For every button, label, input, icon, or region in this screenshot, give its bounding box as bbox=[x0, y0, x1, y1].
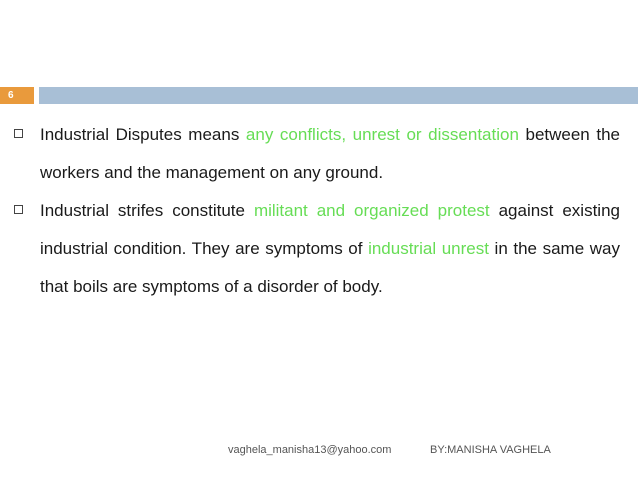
slide-content bbox=[14, 116, 620, 306]
bullet-text-part: against existing industrial condition. They are symptoms of bbox=[40, 201, 620, 258]
slide-number: 6 bbox=[8, 90, 14, 101]
bullet-item bbox=[14, 192, 620, 306]
bullet-text-part: in the same way that boils are symptoms of a disorder of body. bbox=[40, 239, 620, 296]
bullet-text-part: between the workers and the management on any ground. bbox=[40, 125, 620, 182]
bullet-item bbox=[14, 116, 620, 192]
bullet-text-part: Industrial strifes constitute bbox=[40, 201, 254, 220]
square-bullet-icon bbox=[14, 205, 23, 214]
bullet-text-part: Industrial Disputes means bbox=[40, 125, 246, 144]
bullet-text bbox=[40, 125, 620, 182]
highlighted-phrase: any conflicts, unrest or dissentation bbox=[245, 125, 519, 144]
footer-author: BY:MANISHA VAGHELA bbox=[430, 444, 551, 456]
highlighted-phrase: militant and organized protest bbox=[253, 201, 490, 220]
header-bar bbox=[39, 87, 638, 104]
square-bullet-icon bbox=[14, 129, 23, 138]
bullet-text bbox=[40, 201, 620, 296]
footer-email: vaghela_manisha13@yahoo.com bbox=[228, 444, 392, 456]
highlighted-phrase: industrial unrest bbox=[368, 239, 489, 258]
